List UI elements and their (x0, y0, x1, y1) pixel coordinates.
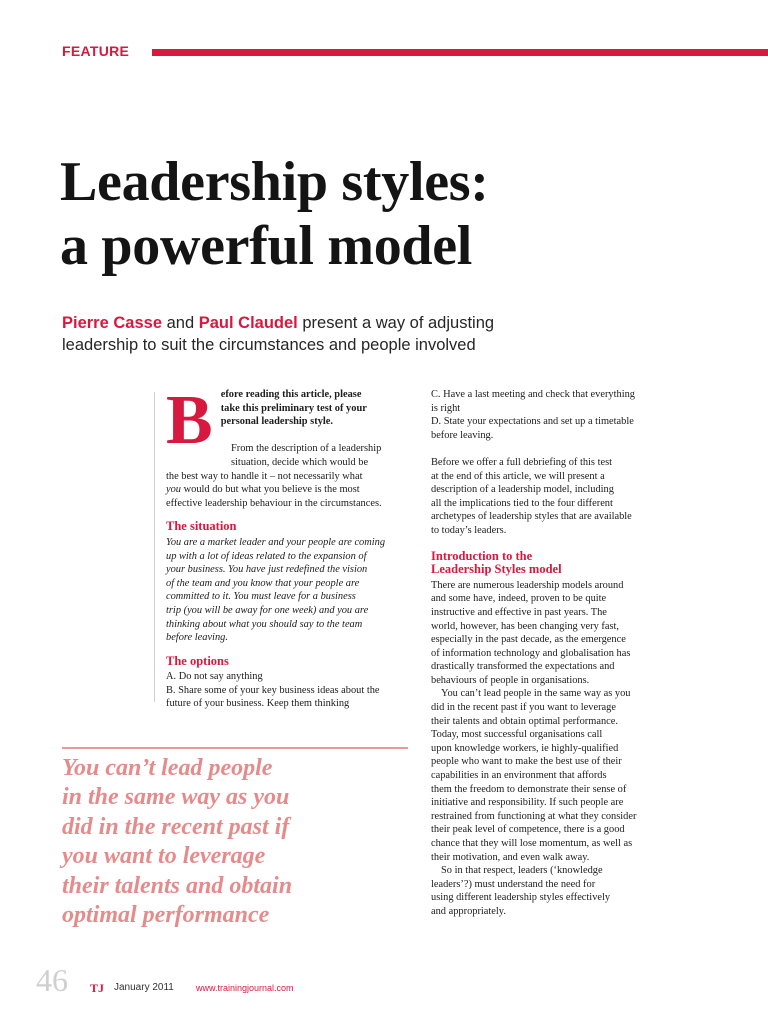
body-paragraph (431, 687, 711, 864)
text-line: and some have, indeed, proven to be quite (431, 593, 607, 605)
pull-quote-line: optimal performance (62, 902, 270, 929)
text-line: your business. You have just redefined the vision (166, 564, 368, 576)
pull-quote-rule (62, 747, 408, 749)
text-line: restrained from functioning at what they consider (431, 810, 637, 822)
situation-text (166, 536, 408, 645)
emphasis-word: you (166, 484, 182, 496)
text-line: drastically transformed the expectations and (431, 661, 615, 673)
page-number: 46 (36, 962, 68, 998)
text-line: their peak level of competence, there is a good (431, 824, 625, 836)
text-line: Today, most successful organisations call (431, 729, 603, 741)
text-line: So in that respect, leaders (‘knowledge (441, 865, 603, 877)
heading-line: Introduction to the (431, 548, 533, 563)
text-line: initiative and responsibility. If such people are (431, 797, 624, 809)
text-line: before leaving. (166, 632, 228, 644)
text-line: of information technology and globalisation has (431, 647, 631, 659)
text-line: take this preliminary test of your (220, 402, 367, 414)
text-line: capabilities in an environment that affords (431, 770, 607, 782)
text-line: chance that they will lose momentum, as well as (431, 838, 633, 849)
magazine-logo: TJ (90, 981, 105, 995)
options-list (431, 388, 711, 442)
pull-quote-line: did in the recent past if (62, 813, 290, 840)
option-line: B. Share some of your key business ideas about the (166, 684, 380, 696)
website-link[interactable]: www.trainingjournal.com (196, 983, 294, 993)
author-name: Pierre Casse (62, 314, 162, 332)
standfirst-text: present a way of adjusting (302, 314, 495, 332)
section-heading: The options (166, 653, 229, 668)
text-line: committed to it. You must leave for a business (166, 591, 356, 603)
text-line: instructive and effective in past years. The (431, 606, 607, 618)
issue-date: January 2011 (114, 982, 174, 993)
body-paragraph (431, 864, 711, 918)
standfirst (62, 312, 582, 356)
left-column (154, 388, 408, 720)
pull-quote (62, 754, 392, 930)
option-line: is right (431, 402, 461, 414)
text-line: their talents and obtain optimal performance. (431, 715, 618, 727)
standfirst-joiner: and (166, 314, 195, 332)
text-line: using different leadership styles effectively (431, 892, 611, 904)
title-line: Leadership styles: (60, 151, 489, 213)
option-line: A. Do not say anything (166, 671, 263, 683)
section-heading: The situation (166, 519, 237, 534)
pull-quote-line: You can’t lead people (62, 755, 273, 781)
text-line: Before we offer a full debriefing of this test (431, 456, 613, 468)
standfirst-text: leadership to suit the circumstances and people involved (62, 336, 476, 354)
body-paragraph (431, 579, 711, 688)
text-line: to today’s leaders. (431, 524, 507, 536)
author-name: Paul Claudel (198, 314, 298, 332)
text-line: leaders’?) must understand the need for (431, 878, 596, 890)
text-line: thinking about what you should say to the team (166, 618, 363, 630)
text-line: There are numerous leadership models around (431, 579, 624, 591)
body-paragraph (166, 470, 408, 511)
text-line: trip (you will be away for one week) and you are (166, 604, 369, 616)
text-line: world, however, has been changing very fast, (431, 620, 619, 632)
section-heading (431, 550, 711, 577)
pull-quote-line: you want to leverage (62, 843, 266, 870)
text-line: upon knowledge workers, ie highly-qualified (431, 742, 619, 754)
text-line: at the end of this article, we will present a (431, 470, 605, 482)
article-title (60, 150, 740, 278)
text-line: people who want to make the best use of their (431, 756, 622, 768)
option-line: future of your business. Keep them thinking (166, 698, 350, 710)
text-line: all the implications tied to the four different (431, 497, 613, 509)
option-line: C. Have a last meeting and check that everything (431, 389, 635, 400)
column-divider (154, 392, 155, 702)
pull-quote-line: their talents and obtain (62, 872, 293, 899)
text-line: situation, decide which would be (231, 456, 369, 468)
text-line: did in the recent past if you want to leverage (431, 702, 616, 714)
text-line: up with a lot of ideas related to the expansion of (166, 550, 367, 562)
options-list (166, 670, 408, 711)
title-line: a powerful model (60, 215, 473, 277)
pull-quote-line: in the same way as you (62, 784, 290, 811)
text-line: behaviours of people in organisations. (431, 674, 590, 686)
right-column (431, 388, 711, 933)
text-line: You are a market leader and your people are coming (166, 536, 386, 548)
text-line: You can’t lead people in the same way as you (441, 688, 631, 700)
section-label: FEATURE (62, 43, 130, 59)
text-line: From the description of a leadership (231, 443, 382, 455)
text-line: of the team and you know that your people are (166, 577, 360, 589)
text-line: would do but what you believe is the most (183, 484, 360, 496)
drop-cap: B (166, 388, 213, 459)
option-line: before leaving. (431, 429, 494, 441)
text-line: especially in the past decade, as the emergence (431, 634, 626, 646)
text-line: them the freedom to demonstrate their sense of (431, 783, 627, 795)
text-line: archetypes of leadership styles that are available (431, 511, 632, 523)
text-line: personal leadership style. (220, 416, 333, 428)
text-line: their motivation, and even walk away. (431, 851, 590, 863)
body-paragraph (431, 456, 711, 538)
option-line: D. State your expectations and set up a timetable (431, 416, 634, 428)
text-line: description of a leadership model, including (431, 484, 614, 496)
heading-line: Leadership Styles model (431, 562, 562, 577)
section-rule (152, 49, 768, 56)
text-line: the best way to handle it – not necessarily what (166, 470, 363, 482)
text-line: efore reading this article, please (220, 389, 362, 400)
text-line: effective leadership behaviour in the circumstances. (166, 497, 382, 509)
text-line: and appropriately. (431, 905, 506, 917)
